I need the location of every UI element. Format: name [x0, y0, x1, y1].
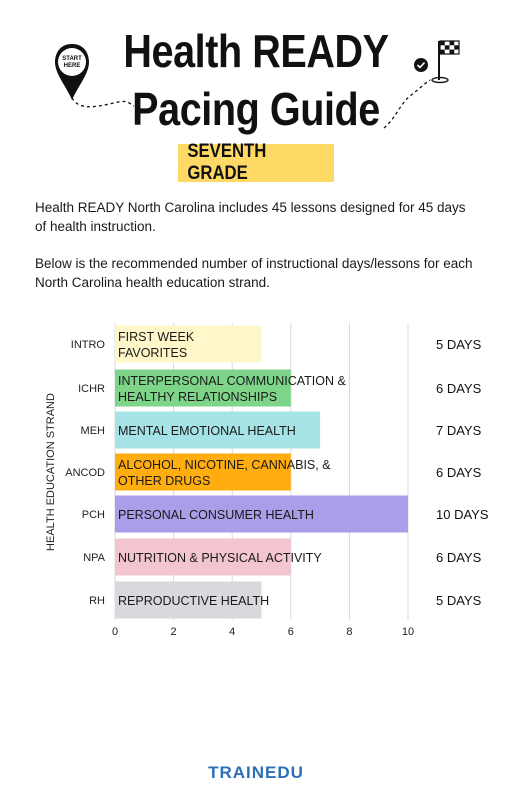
grade-badge-label: SEVENTH GRADE: [187, 141, 267, 184]
category-tick-label: RH: [89, 595, 105, 607]
bar-label: PERSONAL CONSUMER HEALTH: [118, 508, 314, 522]
logo-part-train: TRAIN: [208, 763, 266, 782]
category-tick-label: NPA: [83, 552, 105, 564]
day-count-label: 5 DAYS: [436, 337, 482, 352]
bar-label: FAVORITES: [118, 346, 188, 360]
intro-paragraph-1: Health READY North Carolina includes 45 lessons designed for 45 days of health instruction.: [35, 200, 466, 234]
day-count-label: 6 DAYS: [436, 465, 482, 480]
category-tick-label: ICHR: [78, 383, 105, 395]
x-tick-label: 4: [229, 626, 236, 638]
bar-label: FIRST WEEK: [118, 330, 195, 344]
day-count-label: 5 DAYS: [436, 593, 482, 608]
logo-part-edu: EDU: [265, 763, 304, 782]
trainedu-logo: [0, 763, 512, 783]
bar-label: OTHER DRUGS: [118, 474, 211, 488]
bar-label: INTERPERSONAL COMMUNICATION &: [118, 374, 346, 388]
category-tick-label: PCH: [81, 509, 105, 521]
day-count-label: 10 DAYS: [436, 507, 489, 522]
day-count-label: 6 DAYS: [436, 550, 482, 565]
day-count-label: 7 DAYS: [436, 423, 482, 438]
page-title-line2: Pacing Guide: [132, 83, 380, 135]
x-tick-label: 0: [111, 626, 119, 638]
category-tick-label: INTRO: [70, 339, 105, 351]
intro-paragraph-2: Below is the recommended number of instructional days/lessons for each North Carolina health education strand.: [35, 256, 473, 290]
x-tick-label: 8: [346, 626, 353, 638]
bar-label: ALCOHOL, NICOTINE, CANNABIS, &: [118, 458, 331, 472]
svg-text:HERE: HERE: [63, 63, 81, 69]
bar-label: HEALTHY RELATIONSHIPS: [118, 390, 278, 404]
x-tick-label: 10: [401, 626, 415, 638]
bar-label: NUTRITION & PHYSICAL ACTIVITY: [118, 551, 322, 565]
day-count-label: 6 DAYS: [436, 381, 482, 396]
bar-label: MENTAL EMOTIONAL HEALTH: [118, 424, 296, 438]
x-tick-label: 6: [287, 626, 294, 638]
page-title-line1: Health READY: [123, 25, 389, 77]
x-tick-label: 2: [170, 626, 177, 638]
bar-label: REPRODUCTIVE HEALTH: [118, 594, 270, 608]
category-tick-label: MEH: [80, 425, 105, 437]
category-tick-label: ANCOD: [65, 467, 105, 479]
svg-text:START: START: [62, 56, 82, 62]
y-axis-label: HEALTH EDUCATION STRAND: [45, 393, 57, 551]
